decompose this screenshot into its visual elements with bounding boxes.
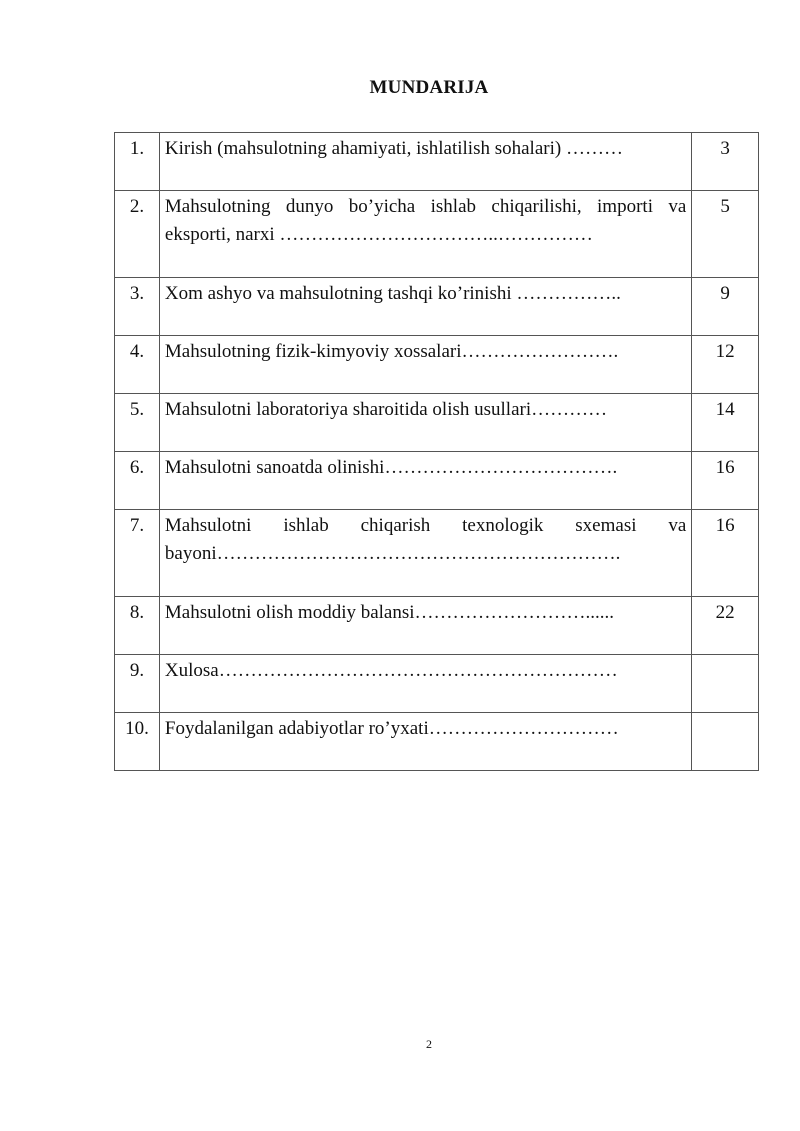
toc-number: 9. xyxy=(115,655,160,713)
toc-page-number xyxy=(692,713,759,771)
toc-row xyxy=(115,597,759,655)
toc-row xyxy=(115,278,759,336)
toc-page-number: 16 xyxy=(692,452,759,510)
toc-number: 6. xyxy=(115,452,160,510)
toc-page-number xyxy=(692,655,759,713)
toc-page-number: 14 xyxy=(692,394,759,452)
toc-entry-text: Kirish (mahsulotning ahamiyati, ishlatilish sohalari) ……… xyxy=(159,133,691,191)
toc-row xyxy=(115,336,759,394)
toc-row xyxy=(115,510,759,597)
toc-entry-text: Mahsulotni sanoatda olinishi………………………………. xyxy=(159,452,691,510)
toc-entry-text: Mahsulotni olish moddiy balansi………………………...... xyxy=(159,597,691,655)
toc-row xyxy=(115,394,759,452)
toc-number: 10. xyxy=(115,713,160,771)
toc-number: 4. xyxy=(115,336,160,394)
toc-number: 1. xyxy=(115,133,160,191)
page-number: 2 xyxy=(426,1037,432,1051)
toc-page-number: 5 xyxy=(692,191,759,278)
toc-number: 3. xyxy=(115,278,160,336)
toc-row xyxy=(115,191,759,278)
toc-entry-text: Mahsulotning fizik-kimyoviy xossalari……………………. xyxy=(159,336,691,394)
toc-entry-text: Xulosa……………………………………………………… xyxy=(159,655,691,713)
toc-page-number: 12 xyxy=(692,336,759,394)
toc-number: 7. xyxy=(115,510,160,597)
toc-row xyxy=(115,452,759,510)
toc-page-number: 22 xyxy=(692,597,759,655)
toc-entry-text: Foydalanilgan adabiyotlar ro’yxati………………………… xyxy=(159,713,691,771)
toc-number: 5. xyxy=(115,394,160,452)
toc-entry-text: Xom ashyo va mahsulotning tashqi ko’rinishi …………….. xyxy=(159,278,691,336)
toc-row xyxy=(115,133,759,191)
table-of-contents xyxy=(114,132,759,771)
toc-row xyxy=(115,655,759,713)
toc-entry-text: Mahsulotni laboratoriya sharoitida olish usullari………… xyxy=(159,394,691,452)
toc-row xyxy=(115,713,759,771)
toc-number: 2. xyxy=(115,191,160,278)
toc-entry-text: Mahsulotni ishlab chiqarish texnologik sxemasi va bayoni………………………………………………………. xyxy=(159,510,691,597)
toc-page-number: 16 xyxy=(692,510,759,597)
toc-number: 8. xyxy=(115,597,160,655)
page-title: MUNDARIJA xyxy=(369,77,489,98)
toc-page-number: 3 xyxy=(692,133,759,191)
toc-entry-text: Mahsulotning dunyo bo’yicha ishlab chiqarilishi, importi va eksporti, narxi ……………………………..…………… xyxy=(159,191,691,278)
toc-page-number: 9 xyxy=(692,278,759,336)
